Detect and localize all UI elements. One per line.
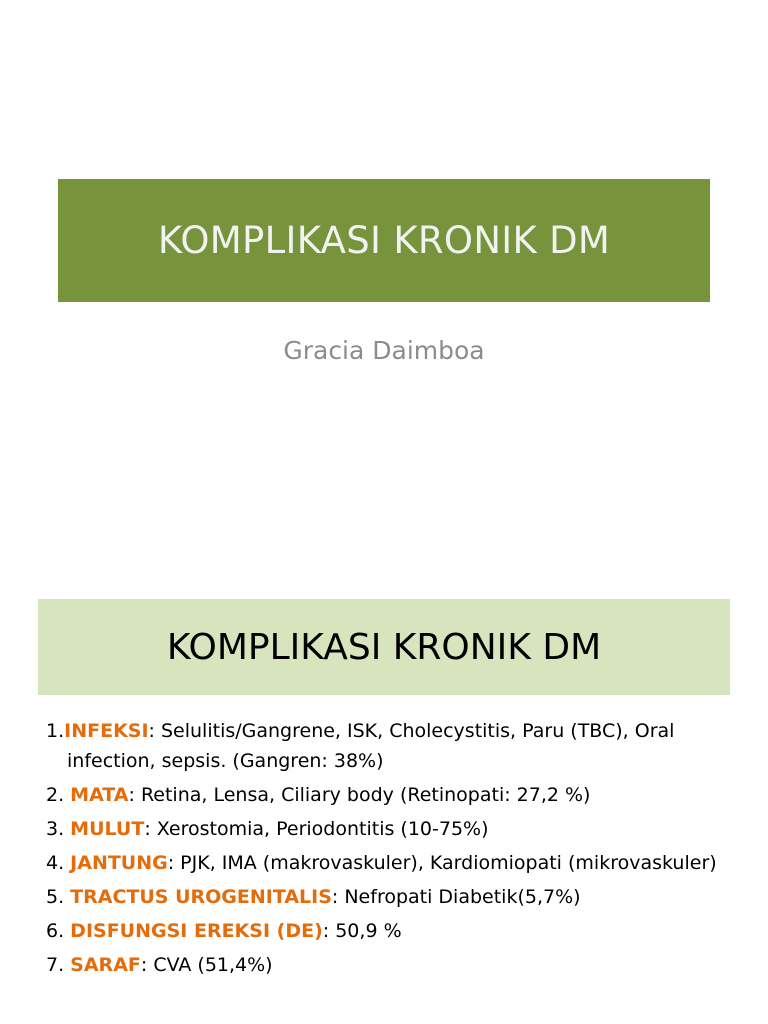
- item-detail: : 50,9 %: [322, 920, 402, 942]
- item-number: 6.: [46, 920, 71, 942]
- item-detail: : Xerostomia, Periodontitis (10-75%): [144, 818, 489, 840]
- slide-title: KOMPLIKASI KRONIK DM: [157, 219, 611, 262]
- list-item: [46, 916, 746, 946]
- item-detail: : Nefropati Diabetik(5,7%): [331, 886, 581, 908]
- item-keyword: TRACTUS UROGENITALIS: [70, 886, 332, 908]
- item-keyword: DISFUNGSI EREKSI (DE): [70, 920, 323, 942]
- item-keyword: INFEKSI: [64, 720, 149, 742]
- item-number: 5.: [46, 886, 71, 908]
- title-banner: [38, 599, 730, 695]
- item-number: 7.: [46, 954, 71, 976]
- item-number: 2.: [46, 784, 71, 806]
- item-detail: : Selulitis/Gangrene, ISK, Cholecystitis, Paru (TBC), Oral infection, sepsis. (Gangren: 38%): [67, 720, 675, 772]
- item-detail: : CVA (51,4%): [140, 954, 273, 976]
- list-item: [46, 814, 746, 844]
- item-detail: : PJK, IMA (makrovaskuler), Kardiomiopati (mikrovaskuler): [167, 852, 717, 874]
- item-number: 1.: [46, 720, 65, 742]
- list-item: [46, 950, 746, 980]
- item-number: 4.: [46, 852, 71, 874]
- title-banner: [58, 179, 710, 302]
- item-keyword: JANTUNG: [70, 852, 168, 874]
- list-item: [46, 882, 746, 912]
- list-item: [46, 780, 746, 810]
- item-detail: : Retina, Lensa, Ciliary body (Retinopati: 27,2 %): [128, 784, 591, 806]
- list-item: [46, 848, 746, 878]
- slide-title: KOMPLIKASI KRONIK DM: [166, 626, 602, 668]
- slide-subtitle-author: Gracia Daimboa: [283, 336, 485, 365]
- complication-list: [46, 716, 746, 984]
- item-number: 3.: [46, 818, 71, 840]
- item-keyword: MATA: [70, 784, 129, 806]
- item-keyword: SARAF: [70, 954, 141, 976]
- list-item: [46, 716, 746, 776]
- item-keyword: MULUT: [70, 818, 145, 840]
